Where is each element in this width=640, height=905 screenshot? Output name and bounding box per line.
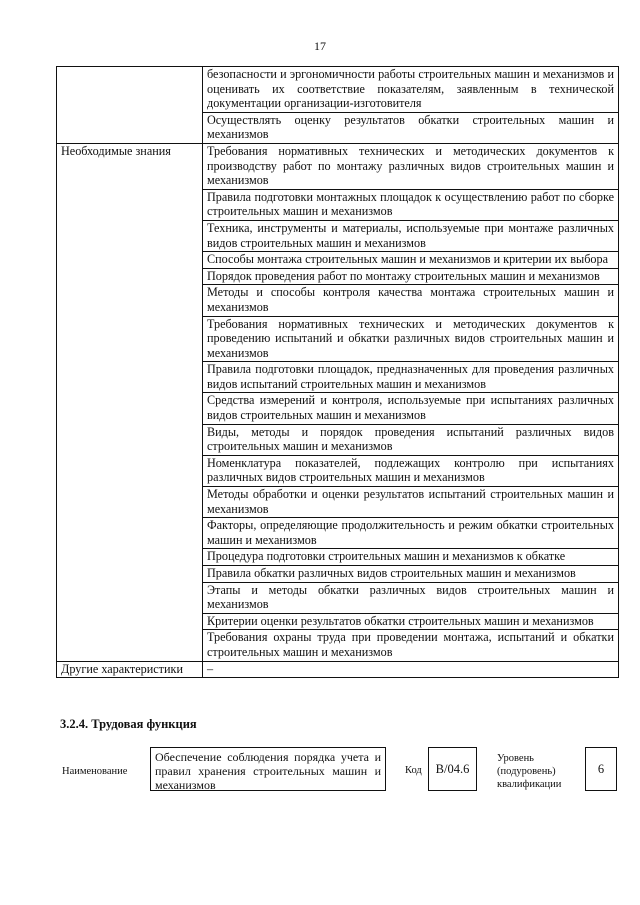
row-value: Требования нормативных технических и методических документов к производству работ по монтажу различных видов строительных машин и механизмов [203, 143, 619, 189]
row-value: Критерии оценки результатов обкатки строительных машин и механизмов [203, 613, 619, 630]
qualification-level-label: Уровень (подуровень) квалификации [497, 753, 562, 790]
function-code-box: B/04.6 [428, 747, 477, 791]
row-value: Осуществлять оценку результатов обкатки строительных машин и механизмов [203, 112, 619, 143]
row-value: Требования охраны труда при проведении монтажа, испытаний и обкатки строительных машин и механизмов [203, 630, 619, 661]
requirements-table [56, 66, 619, 678]
row-value: Факторы, определяющие продолжительность и режим обкатки строительных машин и механизмов [203, 518, 619, 549]
row-value: – [203, 661, 619, 678]
function-name-box: Обеспечение соблюдения порядка учета и правил хранения строительных машин и механизмов [150, 747, 386, 791]
row-value: Номенклатура показателей, подлежащих контролю при испытаниях различных видов строительных машин и механизмов [203, 455, 619, 486]
row-value: Способы монтажа строительных машин и механизмов и критерии их выбора [203, 252, 619, 269]
table-row [57, 143, 619, 189]
row-value: Требования нормативных технических и методических документов к проведению испытаний и обкатки различных видов строительных машин и механизмов [203, 316, 619, 362]
row-value: Виды, методы и порядок проведения испытаний различных видов строительных машин и механизмов [203, 424, 619, 455]
code-label: Код [405, 765, 422, 776]
row-value: Методы и способы контроля качества монтажа строительных машин и механизмов [203, 285, 619, 316]
row-label: Необходимые знания [57, 143, 203, 661]
row-value: Порядок проведения работ по монтажу строительных машин и механизмов [203, 268, 619, 285]
row-value: Методы обработки и оценки результатов испытаний строительных машин и механизмов [203, 487, 619, 518]
row-value: Правила подготовки монтажных площадок к осуществлению работ по сборке строительных машин и механизмов [203, 189, 619, 220]
table-row [57, 67, 619, 113]
row-value: Правила подготовки площадок, предназначенных для проведения различных видов испытаний строительных машин и механизмов [203, 362, 619, 393]
table-row [57, 661, 619, 678]
qualification-level-box: 6 [585, 747, 617, 791]
row-value: Средства измерений и контроля, используемые при испытаниях различных видов строительных машин и механизмов [203, 393, 619, 424]
row-value: безопасности и эргономичности работы строительных машин и механизмов и оценивать их соответствие показателям, заявленным в технической документации организации-изготовителя [203, 67, 619, 113]
section-heading: 3.2.4. Трудовая функция [60, 717, 197, 731]
page-number: 17 [314, 39, 326, 53]
row-label [57, 67, 203, 144]
row-label: Другие характеристики [57, 661, 203, 678]
row-value: Процедура подготовки строительных машин и механизмов к обкатке [203, 549, 619, 566]
row-value: Техника, инструменты и материалы, используемые при монтаже различных видов строительных машин и механизмов [203, 220, 619, 251]
name-label: Наименование [62, 766, 128, 777]
row-value: Правила обкатки различных видов строительных машин и механизмов [203, 566, 619, 583]
row-value: Этапы и методы обкатки различных видов строительных машин и механизмов [203, 582, 619, 613]
